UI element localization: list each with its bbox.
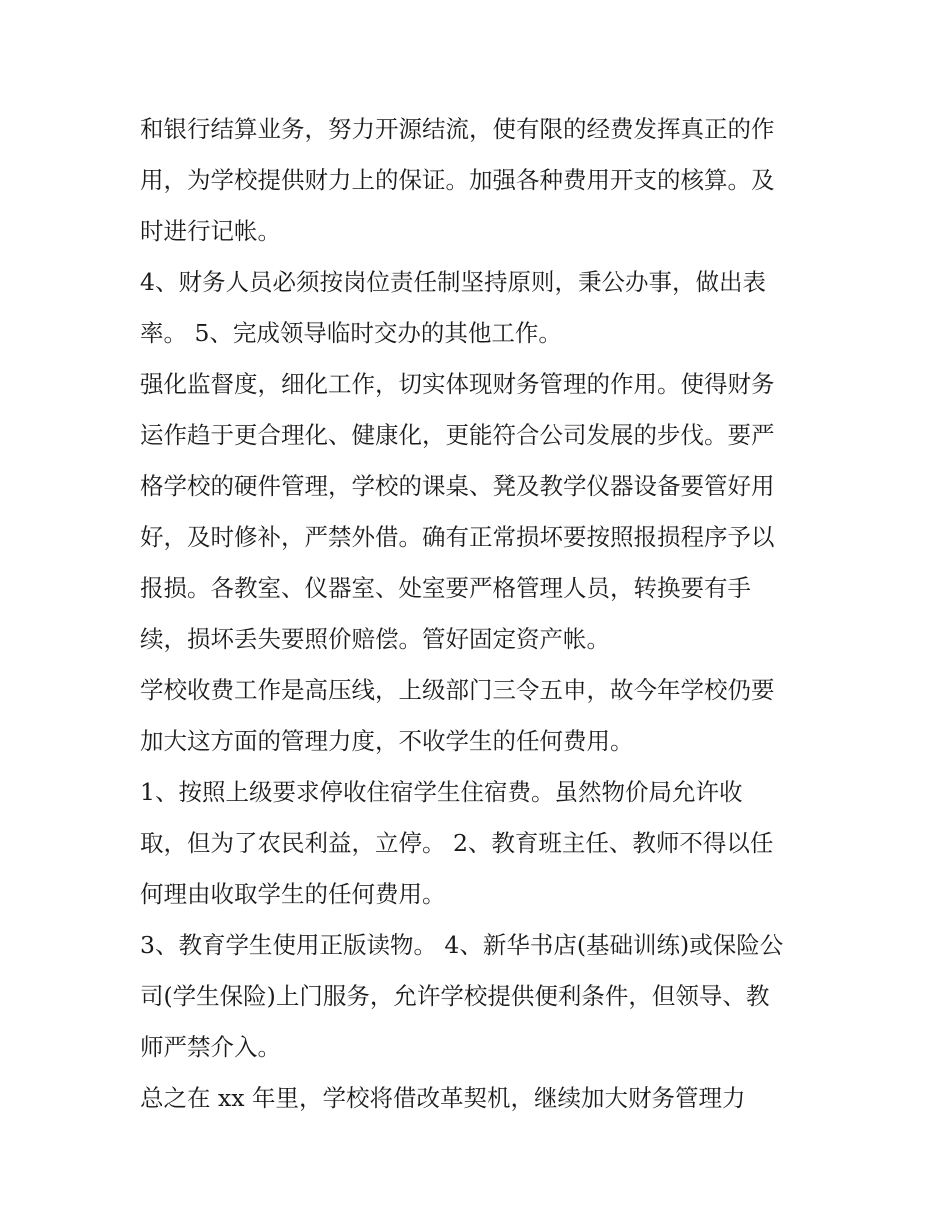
text-line: 司(学生保险)上门服务，允许学校提供便利条件，但领导、教	[140, 982, 770, 1010]
text-line: 时进行记帐。	[140, 217, 281, 245]
text-line: 续，损坏丢失要照价赔偿。管好固定资产帐。	[140, 625, 610, 653]
text-line: 师严禁介入。	[140, 1033, 281, 1061]
text-line: 总之在 xx 年里，学校将借改革契机，继续加大财务管理力	[140, 1084, 746, 1112]
text-line: 何理由收取学生的任何费用。	[140, 880, 446, 908]
text-line: 取，但为了农民利益，立停。 2、教育班主任、教师不得以任	[140, 829, 774, 857]
text-line: 和银行结算业务，努力开源结流，使有限的经费发挥真正的作	[140, 115, 775, 143]
text-line: 好，及时修补，严禁外借。确有正常损坏要按照报损程序予以	[140, 523, 775, 551]
text-line: 4、财务人员必须按岗位责任制坚持原则，秉公办事，做出表	[140, 268, 766, 296]
text-line: 用，为学校提供财力上的保证。加强各种费用开支的核算。及	[140, 166, 775, 194]
document-body	[140, 104, 820, 1124]
text-line: 1、按照上级要求停收住宿学生住宿费。虽然物价局允许收	[140, 778, 743, 806]
text-line: 3、教育学生使用正版读物。 4、新华书店(基础训练)或保险公	[140, 931, 784, 959]
text-line: 运作趋于更合理化、健康化，更能符合公司发展的步伐。要严	[140, 421, 775, 449]
text-line: 格学校的硬件管理，学校的课桌、凳及教学仪器设备要管好用	[140, 472, 775, 500]
text-line: 强化监督度，细化工作，切实体现财务管理的作用。使得财务	[140, 370, 775, 398]
text-line: 率。 5、完成领导临时交办的其他工作。	[140, 319, 562, 347]
text-line: 学校收费工作是高压线，上级部门三令五申，故今年学校仍要	[140, 676, 775, 704]
text-line: 加大这方面的管理力度，不收学生的任何费用。	[140, 727, 634, 755]
text-line: 报损。各教室、仪器室、处室要严格管理人员，转换要有手	[140, 574, 751, 602]
